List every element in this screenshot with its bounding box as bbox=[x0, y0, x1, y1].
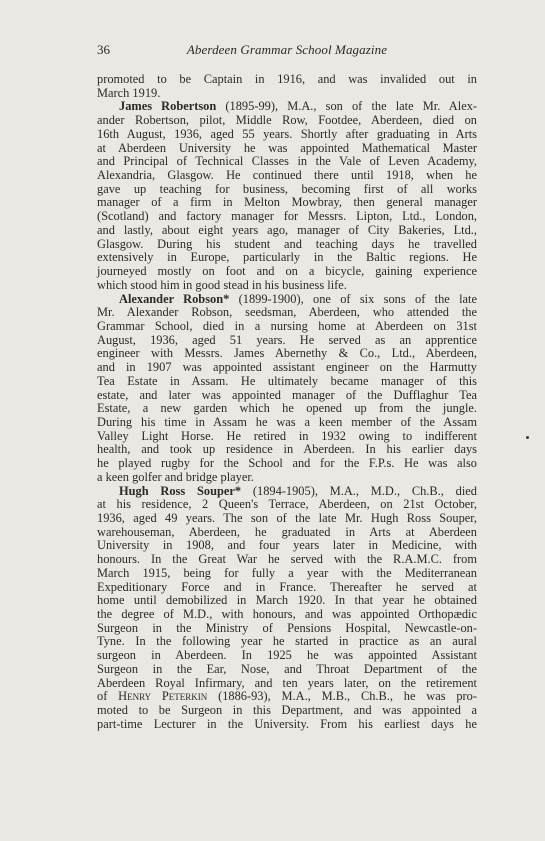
text-line: Alexandria, Glasgow. He continued there until 1918, when he bbox=[97, 168, 477, 183]
text-line: August, 1936, aged 51 years. He served as an apprentice bbox=[97, 332, 477, 347]
person-name: Hugh Ross Souper* bbox=[119, 483, 242, 498]
page-number: 36 bbox=[97, 42, 110, 57]
person-name-smallcaps: Henry Peterkin bbox=[118, 689, 208, 704]
text-line: Aberdeen Royal Infirmary, and ten years later, on the retirement bbox=[97, 675, 477, 690]
text-line: part-time Lecturer in the University. From his earliest days he bbox=[97, 716, 477, 731]
text-line: estate, and later was appointed manager of the Dufflaghur Tea bbox=[97, 387, 477, 402]
text-line: March 1919. bbox=[97, 85, 161, 100]
text-line: (Scotland) and factory manager for Messrs. Lipton, Ltd., London, bbox=[97, 209, 477, 224]
page-header bbox=[97, 42, 477, 60]
text-line: University in 1908, and four years later in Medicine, with bbox=[97, 538, 477, 553]
text-line: Hugh Ross Souper* (1894-1905), M.A., M.D., Ch.B., died bbox=[119, 483, 477, 498]
running-title: Aberdeen Grammar School Magazine bbox=[186, 42, 388, 57]
margin-dot bbox=[526, 436, 529, 439]
text-line: warehouseman, Aberdeen, he graduated in Arts at Aberdeen bbox=[97, 524, 477, 539]
person-name: Alexander Robson* bbox=[119, 291, 230, 306]
text-line: Tyne. In the following year he started in practice as an aural bbox=[97, 634, 477, 649]
text-line: surgeon in Aberdeen. In 1925 he was appointed Assistant bbox=[97, 648, 477, 663]
text-line: Expeditionary Force and in France. Thereafter he served at bbox=[97, 579, 477, 594]
text-line: promoted to be Captain in 1916, and was invalided out in bbox=[97, 72, 477, 86]
text-line: which stood him in good stead in his business life. bbox=[97, 277, 347, 292]
text-line: home until demobilized in March 1920. In that year he obtained bbox=[97, 593, 477, 608]
text-line: health, and took up residence in Aberdeen. In his earlier days bbox=[97, 442, 477, 457]
text-line: a keen golfer and bridge player. bbox=[97, 469, 254, 484]
text-line: Estate, a new garden which he opened up from the jungle. bbox=[97, 401, 477, 416]
person-name: James Robertson bbox=[119, 99, 217, 114]
text-line: 16th August, 1936, aged 55 years. Shortly after graduating in Arts bbox=[97, 126, 477, 141]
text-line: March 1915, being for fully a year with the Mediterranean bbox=[97, 565, 477, 580]
text-line: engineer with Messrs. James Abernethy & Co., Ltd., Aberdeen, bbox=[97, 346, 477, 361]
text-line: Surgeon in the Ear, Nose, and Throat Department of the bbox=[97, 661, 477, 676]
text-line: the degree of M.D., with honours, and was appointed Orthopædic bbox=[97, 607, 477, 622]
text-line: Alexander Robson* (1899-1900), one of six sons of the late bbox=[119, 291, 478, 306]
obituary-hugh-ross-souper bbox=[97, 485, 477, 732]
page-body bbox=[97, 73, 477, 732]
text-line: and Principal of Technical Classes in the Vale of Leven Academy, bbox=[97, 154, 477, 169]
text-line: During his time in Assam he was a keen member of the Assam bbox=[97, 414, 477, 429]
text-line: ander Robertson, pilot, Middle Row, Footdee, Aberdeen, died on bbox=[97, 113, 477, 128]
text-line: manager of a firm in Melton Mowbray, then general manager bbox=[97, 195, 477, 210]
text-line: journeyed mostly on foot and on a bicycle, gaining experience bbox=[97, 264, 477, 279]
text-line: honours. In the Great War he served with the R.A.M.C. from bbox=[97, 552, 477, 567]
text-line: Tea Estate in Assam. He ultimately became manager of this bbox=[97, 373, 477, 388]
text-line: Valley Light Horse. He retired in 1932 owing to indifferent bbox=[97, 428, 477, 443]
text-line: extensively in Europe, particularly in the Baltic regions. He bbox=[97, 250, 477, 265]
text-line: and lastly, about eight years ago, manager of City Bakeries, Ltd., bbox=[97, 222, 477, 237]
text-line: moted to be Surgeon in this Department, and was appointed a bbox=[97, 703, 477, 718]
text-line: at his residence, 2 Queen's Terrace, Aberdeen, on 21st October, bbox=[97, 497, 477, 512]
text-line: of Henry Peterkin (1886-93), M.A., M.B., Ch.B., he was pro- bbox=[97, 689, 477, 704]
text-line: gave up teaching for business, becoming first of all works bbox=[97, 181, 477, 196]
paragraph-continuation bbox=[97, 73, 477, 100]
text-line: Mr. Alexander Robson, seedsman, Aberdeen, who attended the bbox=[97, 305, 477, 320]
obituary-alexander-robson bbox=[97, 293, 477, 485]
text-line: Glasgow. During his student and teaching days he travelled bbox=[97, 236, 477, 251]
text-line: Surgeon in the Ministry of Pensions Hospital, Newcastle-on- bbox=[97, 620, 477, 635]
text-line: he played rugby for the School and for the F.P.s. He was also bbox=[97, 456, 477, 471]
text-line: 1936, aged 49 years. The son of the late Mr. Hugh Ross Souper, bbox=[97, 511, 477, 525]
text-line: at Aberdeen University he was appointed Mathematical Master bbox=[97, 140, 477, 155]
text-line: and in 1907 was appointed assistant engineer on the Harmutty bbox=[97, 360, 477, 375]
text-line: Grammar School, died in a nursing home at Aberdeen on 31st bbox=[97, 318, 477, 333]
obituary-james-robertson bbox=[97, 100, 477, 292]
text-line: James Robertson (1895-99), M.A., son of the late Mr. Alex- bbox=[119, 99, 478, 114]
